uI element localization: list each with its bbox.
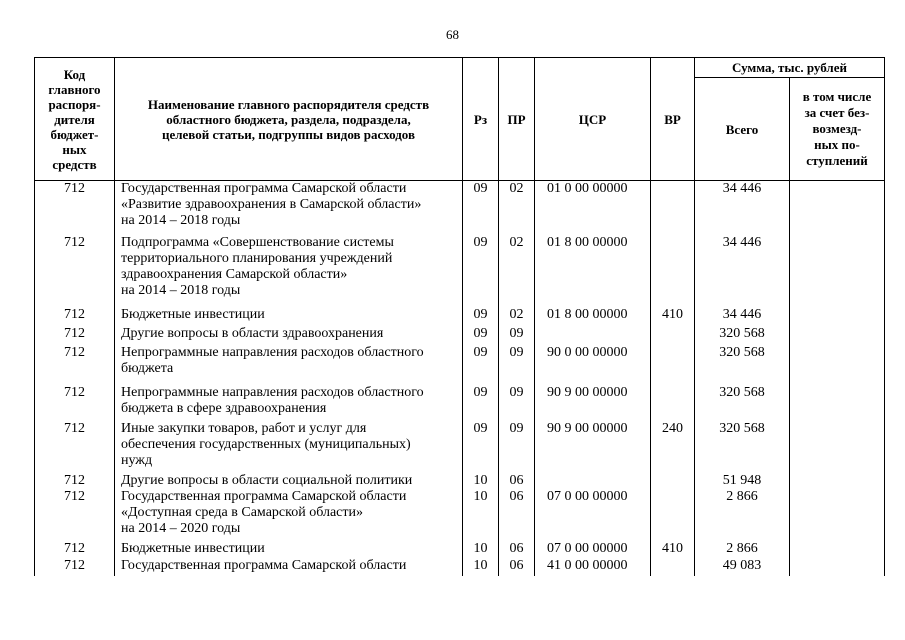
- cell-code: 712: [35, 421, 115, 473]
- cell-pr: 06: [499, 473, 535, 489]
- cell-csr: 41 0 00 00000: [535, 558, 651, 576]
- cell-grants: [790, 181, 885, 235]
- table-header: [35, 58, 885, 181]
- cell-grants: [790, 558, 885, 576]
- cell-rz: 09: [463, 235, 499, 307]
- cell-csr: 90 9 00 00000: [535, 385, 651, 421]
- header-grants: в том числе за счет без- возмезд- ных по- ступлений: [790, 78, 885, 181]
- table-row: [35, 558, 885, 576]
- cell-rz: 09: [463, 385, 499, 421]
- cell-csr: 90 9 00 00000: [535, 421, 651, 473]
- table-row: [35, 235, 885, 307]
- header-rz: Рз: [463, 58, 499, 181]
- table-body: [35, 181, 885, 576]
- cell-pr: 02: [499, 235, 535, 307]
- cell-pr: 06: [499, 558, 535, 576]
- cell-name: Непрограммные направления расходов областного бюджета: [115, 345, 463, 385]
- cell-vr: 240: [651, 421, 695, 473]
- table-row: [35, 345, 885, 385]
- table-row: [35, 326, 885, 345]
- cell-rz: 09: [463, 421, 499, 473]
- cell-total: 34 446: [695, 235, 790, 307]
- cell-pr: 02: [499, 307, 535, 326]
- cell-total: 34 446: [695, 307, 790, 326]
- cell-name: Подпрограмма «Совершенствование системы территориального планирования учреждений здравоохранения Самарской области» на 2014 – 2018 годы: [115, 235, 463, 307]
- cell-total: 2 866: [695, 489, 790, 541]
- cell-name: Государственная программа Самарской области «Доступная среда в Самарской области» на 2014 – 2020 годы: [115, 489, 463, 541]
- cell-vr: [651, 345, 695, 385]
- cell-pr: 09: [499, 421, 535, 473]
- cell-code: 712: [35, 326, 115, 345]
- cell-vr: [651, 181, 695, 235]
- cell-csr: 07 0 00 00000: [535, 541, 651, 558]
- cell-name: Государственная программа Самарской области «Развитие здравоохранения в Самарской области» на 2014 – 2018 годы: [115, 181, 463, 235]
- cell-grants: [790, 541, 885, 558]
- cell-code: 712: [35, 345, 115, 385]
- cell-rz: 10: [463, 558, 499, 576]
- cell-total: 320 568: [695, 421, 790, 473]
- cell-pr: 09: [499, 326, 535, 345]
- cell-vr: 410: [651, 541, 695, 558]
- cell-csr: 90 0 00 00000: [535, 345, 651, 385]
- table-row: [35, 307, 885, 326]
- cell-vr: [651, 489, 695, 541]
- cell-code: 712: [35, 181, 115, 235]
- cell-name: Другие вопросы в области здравоохранения: [115, 326, 463, 345]
- cell-pr: 02: [499, 181, 535, 235]
- cell-total: 320 568: [695, 385, 790, 421]
- cell-total: 320 568: [695, 326, 790, 345]
- cell-pr: 06: [499, 489, 535, 541]
- table-row: [35, 489, 885, 541]
- cell-rz: 10: [463, 541, 499, 558]
- cell-total: 51 948: [695, 473, 790, 489]
- cell-vr: 410: [651, 307, 695, 326]
- cell-csr: 01 8 00 00000: [535, 235, 651, 307]
- cell-rz: 09: [463, 307, 499, 326]
- cell-pr: 09: [499, 345, 535, 385]
- cell-code: 712: [35, 541, 115, 558]
- cell-code: 712: [35, 235, 115, 307]
- header-total: Всего: [695, 78, 790, 181]
- budget-table: [34, 57, 885, 576]
- cell-name: Иные закупки товаров, работ и услуг для обеспечения государственных (муниципальных) нужд: [115, 421, 463, 473]
- cell-name: Другие вопросы в области социальной политики: [115, 473, 463, 489]
- cell-rz: 10: [463, 473, 499, 489]
- cell-rz: 10: [463, 489, 499, 541]
- table-row: [35, 473, 885, 489]
- cell-total: 34 446: [695, 181, 790, 235]
- cell-code: 712: [35, 307, 115, 326]
- cell-name: Бюджетные инвестиции: [115, 307, 463, 326]
- cell-grants: [790, 326, 885, 345]
- cell-code: 712: [35, 473, 115, 489]
- header-code: Код главного распоря- дителя бюджет- ных средств: [35, 58, 115, 181]
- header-pr: ПР: [499, 58, 535, 181]
- cell-total: 2 866: [695, 541, 790, 558]
- header-sum-group: Сумма, тыс. рублей: [695, 58, 885, 78]
- cell-rz: 09: [463, 181, 499, 235]
- cell-vr: [651, 235, 695, 307]
- cell-grants: [790, 421, 885, 473]
- cell-total: 49 083: [695, 558, 790, 576]
- cell-csr: [535, 326, 651, 345]
- page-number: 68: [446, 27, 459, 42]
- cell-grants: [790, 473, 885, 489]
- cell-grants: [790, 235, 885, 307]
- table-row: [35, 385, 885, 421]
- cell-total: 320 568: [695, 345, 790, 385]
- cell-csr: 01 8 00 00000: [535, 307, 651, 326]
- table-row: [35, 541, 885, 558]
- cell-name: Непрограммные направления расходов областного бюджета в сфере здравоохранения: [115, 385, 463, 421]
- cell-code: 712: [35, 558, 115, 576]
- cell-grants: [790, 307, 885, 326]
- table-row: [35, 181, 885, 235]
- cell-code: 712: [35, 489, 115, 541]
- cell-code: 712: [35, 385, 115, 421]
- cell-vr: [651, 385, 695, 421]
- cell-csr: 07 0 00 00000: [535, 489, 651, 541]
- header-csr: ЦСР: [535, 58, 651, 181]
- cell-pr: 09: [499, 385, 535, 421]
- header-vr: ВР: [651, 58, 695, 181]
- cell-grants: [790, 385, 885, 421]
- cell-vr: [651, 473, 695, 489]
- cell-name: Бюджетные инвестиции: [115, 541, 463, 558]
- cell-name: Государственная программа Самарской области: [115, 558, 463, 576]
- cell-vr: [651, 558, 695, 576]
- header-name: Наименование главного распорядителя средств областного бюджета, раздела, подраздела, целевой статьи, подгруппы видов расходов: [115, 58, 463, 181]
- cell-grants: [790, 345, 885, 385]
- table-row: [35, 421, 885, 473]
- cell-csr: 01 0 00 00000: [535, 181, 651, 235]
- cell-grants: [790, 489, 885, 541]
- cell-rz: 09: [463, 345, 499, 385]
- cell-rz: 09: [463, 326, 499, 345]
- cell-pr: 06: [499, 541, 535, 558]
- cell-vr: [651, 326, 695, 345]
- cell-csr: [535, 473, 651, 489]
